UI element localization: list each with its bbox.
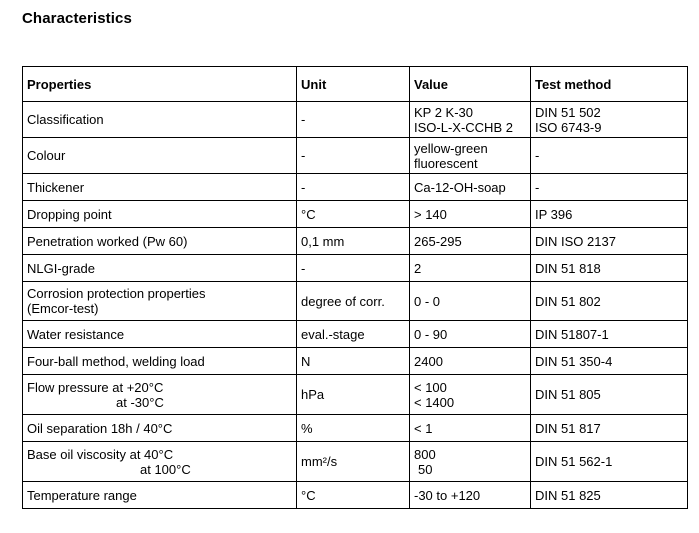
header-row xyxy=(23,67,688,102)
value: < 1400 xyxy=(414,394,455,410)
unit: - xyxy=(301,112,306,127)
test-method: DIN ISO 2137 xyxy=(535,233,616,249)
property-cell xyxy=(23,442,297,482)
value-cell xyxy=(410,321,531,348)
value-cell xyxy=(410,348,531,375)
test-cell xyxy=(531,482,688,509)
test-method: DIN 51 818 xyxy=(535,260,601,276)
value-cell xyxy=(410,442,531,482)
test-cell xyxy=(531,375,688,415)
property-cell xyxy=(23,282,297,321)
table-row xyxy=(23,348,688,375)
header-value: Value xyxy=(410,67,531,102)
property-cell xyxy=(23,174,297,201)
unit-cell xyxy=(297,174,410,201)
test-cell xyxy=(531,228,688,255)
unit: % xyxy=(301,420,313,436)
value-cell xyxy=(410,282,531,321)
property-name: Classification xyxy=(27,112,104,127)
table-row xyxy=(23,375,688,415)
property-cell xyxy=(23,102,297,138)
value-cell xyxy=(410,375,531,415)
value: < 1 xyxy=(414,420,433,436)
test-cell xyxy=(531,201,688,228)
unit-cell xyxy=(297,228,410,255)
table-row xyxy=(23,482,688,509)
unit: mm²/s xyxy=(301,454,338,469)
property-name: at 100°C xyxy=(140,461,191,477)
property-name: Water resistance xyxy=(27,326,125,342)
characteristics-table xyxy=(22,66,688,509)
table-row xyxy=(23,201,688,228)
test-method: DIN 51 802 xyxy=(535,293,601,309)
test-method: - xyxy=(535,179,540,195)
header-unit: Unit xyxy=(297,67,410,102)
test-method: DIN 51 805 xyxy=(535,387,601,402)
property-name: Flow pressure at +20°C xyxy=(27,379,164,395)
unit: °C xyxy=(301,206,316,222)
property-name: Thickener xyxy=(27,179,85,195)
unit: - xyxy=(301,260,306,276)
value-cell xyxy=(410,174,531,201)
property-cell xyxy=(23,482,297,509)
property-cell xyxy=(23,228,297,255)
property-name: NLGI-grade xyxy=(27,260,95,276)
value-cell xyxy=(410,415,531,442)
value: 265-295 xyxy=(414,233,462,249)
table-row xyxy=(23,415,688,442)
value: -30 to +120 xyxy=(414,487,481,503)
value: 800 xyxy=(414,446,436,462)
unit-cell xyxy=(297,415,410,442)
value: 2 xyxy=(414,260,422,276)
property-cell xyxy=(23,255,297,282)
unit-cell xyxy=(297,321,410,348)
unit-cell xyxy=(297,442,410,482)
unit-cell xyxy=(297,255,410,282)
property-cell xyxy=(23,321,297,348)
unit-cell xyxy=(297,102,410,138)
value-cell xyxy=(410,255,531,282)
table-row xyxy=(23,174,688,201)
test-method: DIN 51 825 xyxy=(535,487,601,503)
value: Ca-12-OH-soap xyxy=(414,179,506,195)
table-row xyxy=(23,102,688,138)
unit: degree of corr. xyxy=(301,293,385,309)
test-method: ISO 6743-9 xyxy=(535,119,602,135)
property-name: Temperature range xyxy=(27,487,137,503)
unit: 0,1 mm xyxy=(301,233,345,249)
test-cell xyxy=(531,321,688,348)
test-method: IP 396 xyxy=(535,206,573,222)
value: fluorescent xyxy=(414,155,478,171)
test-cell xyxy=(531,174,688,201)
property-name: Dropping point xyxy=(27,206,112,222)
value-cell xyxy=(410,482,531,509)
property-name: Penetration worked (Pw 60) xyxy=(27,233,188,249)
value: yellow-green xyxy=(414,140,488,156)
test-cell xyxy=(531,348,688,375)
test-cell xyxy=(531,102,688,138)
value-cell xyxy=(410,138,531,174)
test-method: DIN 51 562-1 xyxy=(535,454,613,469)
test-method: DIN 51 502 xyxy=(535,104,601,120)
unit-cell xyxy=(297,375,410,415)
unit: - xyxy=(301,148,306,163)
value-cell xyxy=(410,201,531,228)
unit: N xyxy=(301,353,311,369)
table-row xyxy=(23,442,688,482)
table-row xyxy=(23,138,688,174)
value: 0 - 0 xyxy=(414,293,441,309)
unit: eval.-stage xyxy=(301,326,365,342)
test-method: DIN 51 817 xyxy=(535,420,601,436)
property-name: Oil separation 18h / 40°C xyxy=(27,420,173,436)
property-cell xyxy=(23,348,297,375)
table-row xyxy=(23,321,688,348)
value-cell xyxy=(410,228,531,255)
header-properties: Properties xyxy=(23,67,297,102)
test-cell xyxy=(531,442,688,482)
property-cell xyxy=(23,138,297,174)
unit-cell xyxy=(297,282,410,321)
unit-cell xyxy=(297,348,410,375)
unit: hPa xyxy=(301,387,325,402)
test-method: DIN 51 350-4 xyxy=(535,353,613,369)
unit: - xyxy=(301,179,306,195)
property-cell xyxy=(23,201,297,228)
value: KP 2 K-30 xyxy=(414,104,474,120)
unit-cell xyxy=(297,482,410,509)
test-method: DIN 51807-1 xyxy=(535,326,609,342)
test-cell xyxy=(531,138,688,174)
value: < 100 xyxy=(414,379,447,395)
property-name: (Emcor-test) xyxy=(27,301,99,316)
property-cell xyxy=(23,375,297,415)
table-row xyxy=(23,282,688,321)
header-test-method: Test method xyxy=(531,67,688,102)
value: 2400 xyxy=(414,353,443,369)
value: 0 - 90 xyxy=(414,326,448,342)
value-cell xyxy=(410,102,531,138)
table-row xyxy=(23,255,688,282)
value: ISO-L-X-CCHB 2 xyxy=(414,119,513,135)
test-cell xyxy=(531,415,688,442)
test-method: - xyxy=(535,148,540,163)
value: > 140 xyxy=(414,206,447,222)
test-cell xyxy=(531,282,688,321)
property-cell xyxy=(23,415,297,442)
property-name: Colour xyxy=(27,148,66,163)
value: 50 xyxy=(418,461,433,477)
unit-cell xyxy=(297,201,410,228)
test-cell xyxy=(531,255,688,282)
table-row xyxy=(23,228,688,255)
unit: °C xyxy=(301,487,316,503)
property-name: at -30°C xyxy=(116,394,164,410)
property-name: Base oil viscosity at 40°C xyxy=(27,446,174,462)
property-name: Corrosion protection properties xyxy=(27,286,206,301)
unit-cell xyxy=(297,138,410,174)
page-heading: Characteristics xyxy=(22,10,132,27)
property-name: Four-ball method, welding load xyxy=(27,353,205,369)
